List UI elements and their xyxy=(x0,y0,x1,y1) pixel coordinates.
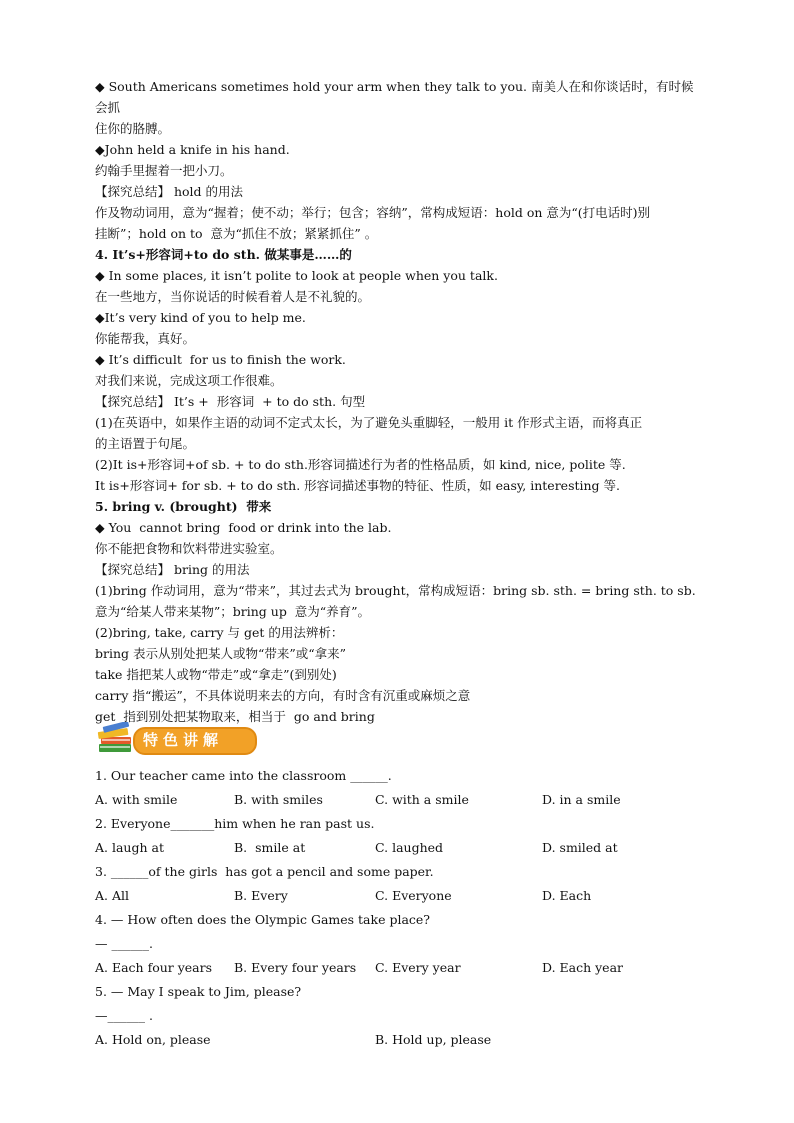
answer-option: D. Each year xyxy=(542,960,624,975)
answer-option: D. Each xyxy=(542,888,592,903)
text-line: 约翰手里握着一把小刀。 xyxy=(95,163,233,178)
answer-blank: —______ . xyxy=(95,1008,153,1023)
text-line: 在一些地方，当你说话的时候看着人是不礼貌的。 xyxy=(95,289,371,304)
question-text: 5. — May I speak to Jim, please? xyxy=(95,984,302,999)
question-text: 1. Our teacher came into the classroom ______. xyxy=(95,768,392,783)
text-line: 挂断”；hold on to 意为“抓住不放；紧紧抓住” 。 xyxy=(95,226,378,241)
answer-option: D. smiled at xyxy=(542,840,618,855)
answer-option: B. Hold up, please xyxy=(375,1032,492,1047)
text-line: (1)在英语中，如果作主语的动词不定式太长，为了避免头重脚轻，一般用 it 作形式主语，而将真正 xyxy=(95,415,643,430)
quiz-section xyxy=(95,764,715,1052)
text-line: ◆ South Americans sometimes hold your arm when they talk to you. 南美人在和你谈话时，有时候会抓 xyxy=(95,79,694,115)
text-line: bring 表示从别处把某人或物“带来”或“拿来” xyxy=(95,646,347,661)
text-line: (2)It is+形容词+of sb. + to do sth.形容词描述行为者的性格品质，如 kind, nice, polite 等. xyxy=(95,457,626,472)
answer-option: B. smile at xyxy=(234,840,306,855)
option-row xyxy=(95,956,715,980)
option-row xyxy=(95,1028,715,1052)
answer-option: A. with smile xyxy=(95,792,178,807)
section-banner xyxy=(95,722,265,756)
answer-option: A. Hold on, please xyxy=(95,1032,211,1047)
option-row xyxy=(95,788,715,812)
banner-title: 特色讲解 xyxy=(143,731,224,749)
answer-blank: — ______. xyxy=(95,936,153,951)
answer-option: C. laughed xyxy=(375,840,444,855)
question-text: 2. Everyone_______him when he ran past us. xyxy=(95,816,375,831)
answer-option: B. Every xyxy=(234,888,288,903)
text-line: ◆ In some places, it isn’t polite to look at people when you talk. xyxy=(95,268,498,283)
text-line: It is+形容词+ for sb. + to do sth. 形容词描述事物的特征、性质，如 easy, interesting 等. xyxy=(95,478,621,493)
text-line: (1)bring 作动词用，意为“带来”，其过去式为 brought，常构成短语：bring sb. sth. = bring sth. to sb. xyxy=(95,583,696,598)
answer-option: B. with smiles xyxy=(234,792,323,807)
notes-body xyxy=(95,76,705,727)
text-line: 的主语置于句尾。 xyxy=(95,436,196,451)
text-line: 你不能把食物和饮料带进实验室。 xyxy=(95,541,283,556)
answer-option: C. Everyone xyxy=(375,888,452,903)
option-row xyxy=(95,884,715,908)
text-line: ◆ It’s difficult for us to finish the work. xyxy=(95,352,346,367)
text-line: (2)bring, take, carry 与 get 的用法辨析： xyxy=(95,625,344,640)
answer-option: C. with a smile xyxy=(375,792,469,807)
text-line: ◆ You cannot bring food or drink into the lab. xyxy=(95,520,392,535)
text-line: take 指把某人或物“带走”或“拿走”(到别处) xyxy=(95,667,337,682)
text-line: 【探究总结】 hold 的用法 xyxy=(95,184,244,199)
text-line: ◆It’s very kind of you to help me. xyxy=(95,310,306,325)
answer-option: C. Every year xyxy=(375,960,461,975)
text-line: ◆John held a knife in his hand. xyxy=(95,142,290,157)
text-line: 【探究总结】 bring 的用法 xyxy=(95,562,250,577)
text-line: 作及物动词用，意为“握着；使不动；举行；包含；容纳”，常构成短语：hold on 意为“(打电话时)别 xyxy=(95,205,651,220)
question-text: 4. — How often does the Olympic Games take place? xyxy=(95,912,431,927)
answer-option: A. All xyxy=(95,888,129,903)
text-line: get 指到别处把某物取来，相当于 go and bring xyxy=(95,709,375,724)
answer-option: B. Every four years xyxy=(234,960,357,975)
text-line: carry 指“搬运”，不具体说明来去的方向，有时含有沉重或麻烦之意 xyxy=(95,688,471,703)
option-row xyxy=(95,836,715,860)
answer-option: D. in a smile xyxy=(542,792,621,807)
text-line: 意为“给某人带来某物”；bring up 意为“养育”。 xyxy=(95,604,371,619)
text-line: 你能帮我，真好。 xyxy=(95,331,196,346)
text-line: 4. It’s+形容词+to do sth. 做某事是……的 xyxy=(95,247,352,262)
answer-option: A. Each four years xyxy=(95,960,213,975)
text-line: 住你的胳膊。 xyxy=(95,121,171,136)
text-line: 对我们来说，完成这项工作很难。 xyxy=(95,373,283,388)
answer-option: A. laugh at xyxy=(95,840,164,855)
text-line: 【探究总结】 It’s + 形容词 + to do sth. 句型 xyxy=(95,394,366,409)
text-line: 5. bring v. (brought) 带来 xyxy=(95,499,272,514)
question-text: 3. ______of the girls has got a pencil and some paper. xyxy=(95,864,434,879)
